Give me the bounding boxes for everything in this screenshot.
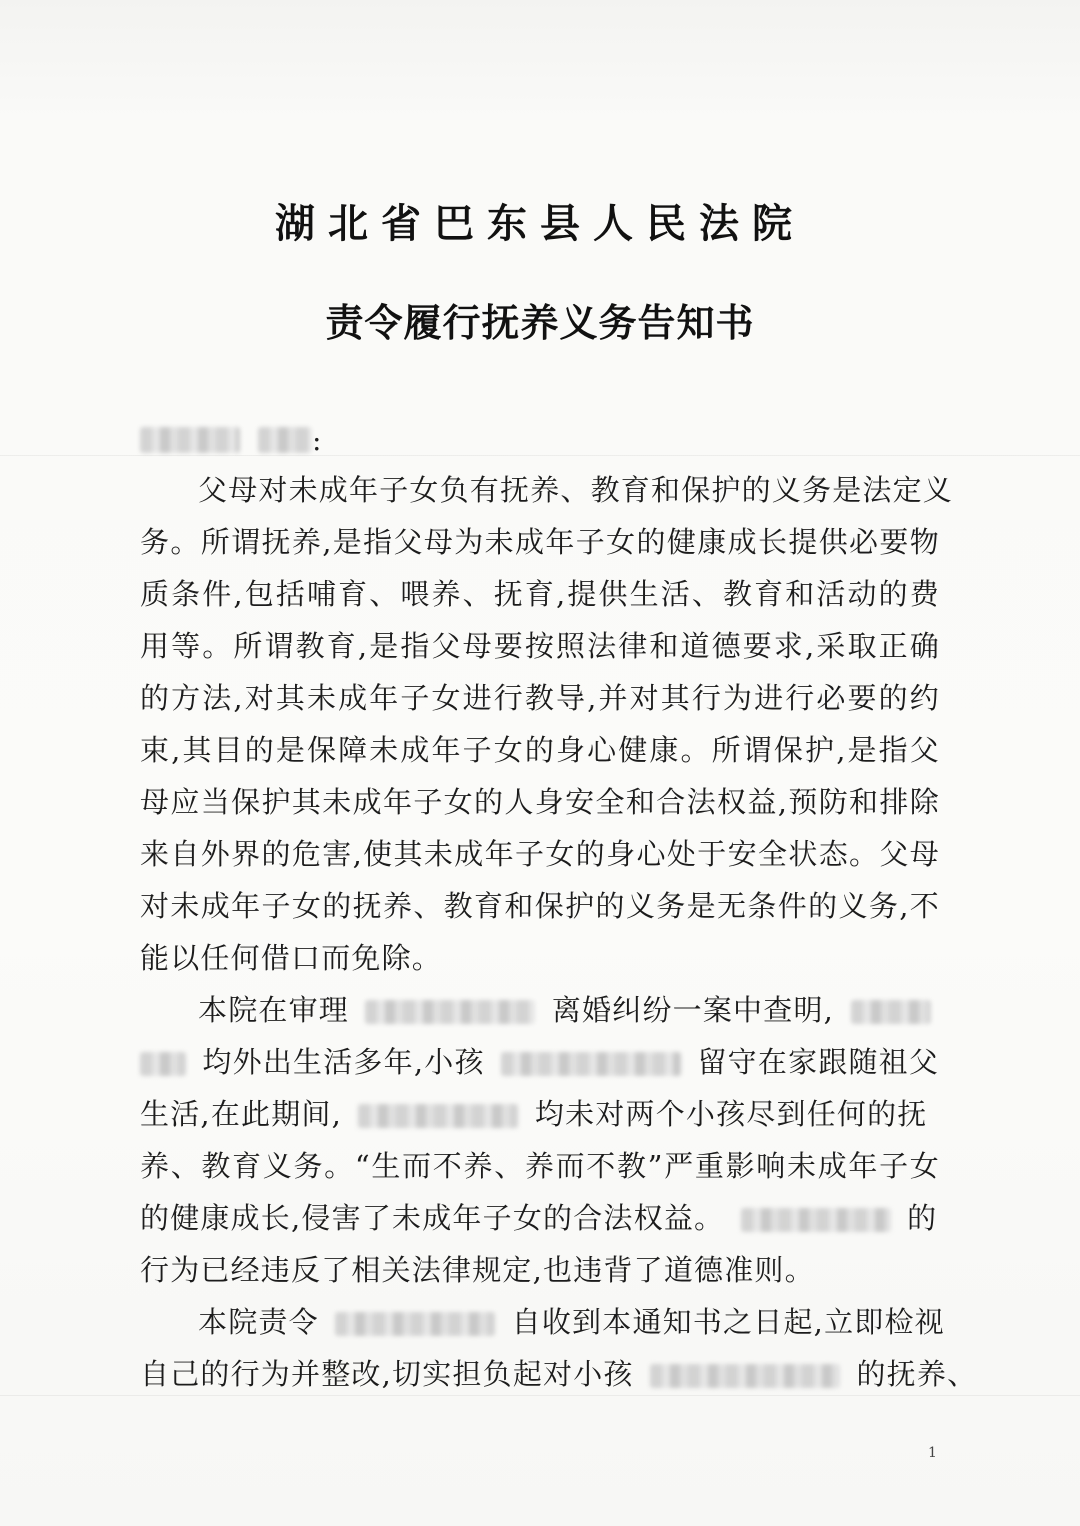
text-fragment: 留守在家跟随祖父 xyxy=(697,1045,940,1079)
paragraph-1-line: 束,其目的是保障未成年子女的身心健康。所谓保护,是指父 xyxy=(140,733,940,767)
text-fragment: 生活,在此期间, xyxy=(140,1097,343,1131)
paragraph-1-line: 用等。所谓教育,是指父母要按照法律和道德要求,采取正确 xyxy=(140,629,940,663)
text-fragment: 本院责令 xyxy=(198,1305,319,1339)
paragraph-2-line xyxy=(140,1036,940,1088)
redacted-name xyxy=(358,1104,518,1128)
page-number: 1 xyxy=(928,1445,937,1461)
text-fragment: 自收到本通知书之日起,立即检视 xyxy=(511,1305,945,1339)
text-fragment: 均外出生活多年,小孩 xyxy=(202,1045,485,1079)
text-fragment: 均未对两个小孩尽到任何的抚 xyxy=(534,1097,928,1131)
redacted-name xyxy=(650,1364,840,1388)
redacted-name xyxy=(365,1000,535,1024)
paragraph-2-line xyxy=(140,984,940,1036)
paragraph-2-line: 养、教育义务。“生而不养、养而不教”严重影响未成年子女 xyxy=(140,1149,940,1183)
redacted-name xyxy=(140,427,240,453)
paragraph-3-line xyxy=(140,1296,945,1348)
paragraph-1-line: 务。所谓抚养,是指父母为未成年子女的健康成长提供必要物 xyxy=(140,525,940,559)
paragraph-1-line: 能以任何借口而免除。 xyxy=(140,941,443,975)
salutation xyxy=(140,420,321,460)
redacted-name xyxy=(258,427,312,453)
redacted-name xyxy=(335,1312,495,1336)
text-fragment: 离婚纠纷一案中查明, xyxy=(551,993,835,1027)
paragraph-2-line xyxy=(140,1192,940,1244)
text-fragment: 自己的行为并整改,切实担负起对小孩 xyxy=(140,1357,634,1391)
text-fragment: 的健康成长,侵害了未成年子女的合法权益。 xyxy=(140,1201,725,1235)
paragraph-2-line: 行为已经违反了相关法律规定,也违背了道德准则。 xyxy=(140,1253,815,1287)
paragraph-1-line: 来自外界的危害,使其未成年子女的身心处于安全状态。父母 xyxy=(140,837,940,871)
paragraph-3-line xyxy=(140,1348,978,1400)
paragraph-1-line: 母应当保护其未成年子女的人身安全和合法权益,预防和排除 xyxy=(140,785,940,819)
paragraph-2-line xyxy=(140,1088,940,1140)
paragraph-1-line: 父母对未成年子女负有抚养、教育和保护的义务是法定义 xyxy=(198,473,954,507)
paragraph-1-line: 对未成年子女的抚养、教育和保护的义务是无条件的义务,不 xyxy=(140,889,940,923)
redacted-name xyxy=(501,1052,681,1076)
redacted-name xyxy=(851,1000,931,1024)
salutation-colon: : xyxy=(312,423,322,457)
paragraph-1-line: 质条件,包括哺育、喂养、抚育,提供生活、教育和活动的费 xyxy=(140,577,940,611)
redacted-name xyxy=(741,1208,891,1232)
redacted-name xyxy=(140,1052,186,1076)
court-name-heading: 湖北省巴东县人民法院 xyxy=(275,200,805,247)
document-title: 责令履行抚养义务告知书 xyxy=(325,300,755,345)
text-fragment: 本院在审理 xyxy=(198,993,350,1027)
text-fragment: 的抚养、 xyxy=(856,1357,978,1391)
paragraph-1-line: 的方法,对其未成年子女进行教导,并对其行为进行必要的约 xyxy=(140,681,940,715)
text-fragment: 的 xyxy=(907,1201,938,1235)
